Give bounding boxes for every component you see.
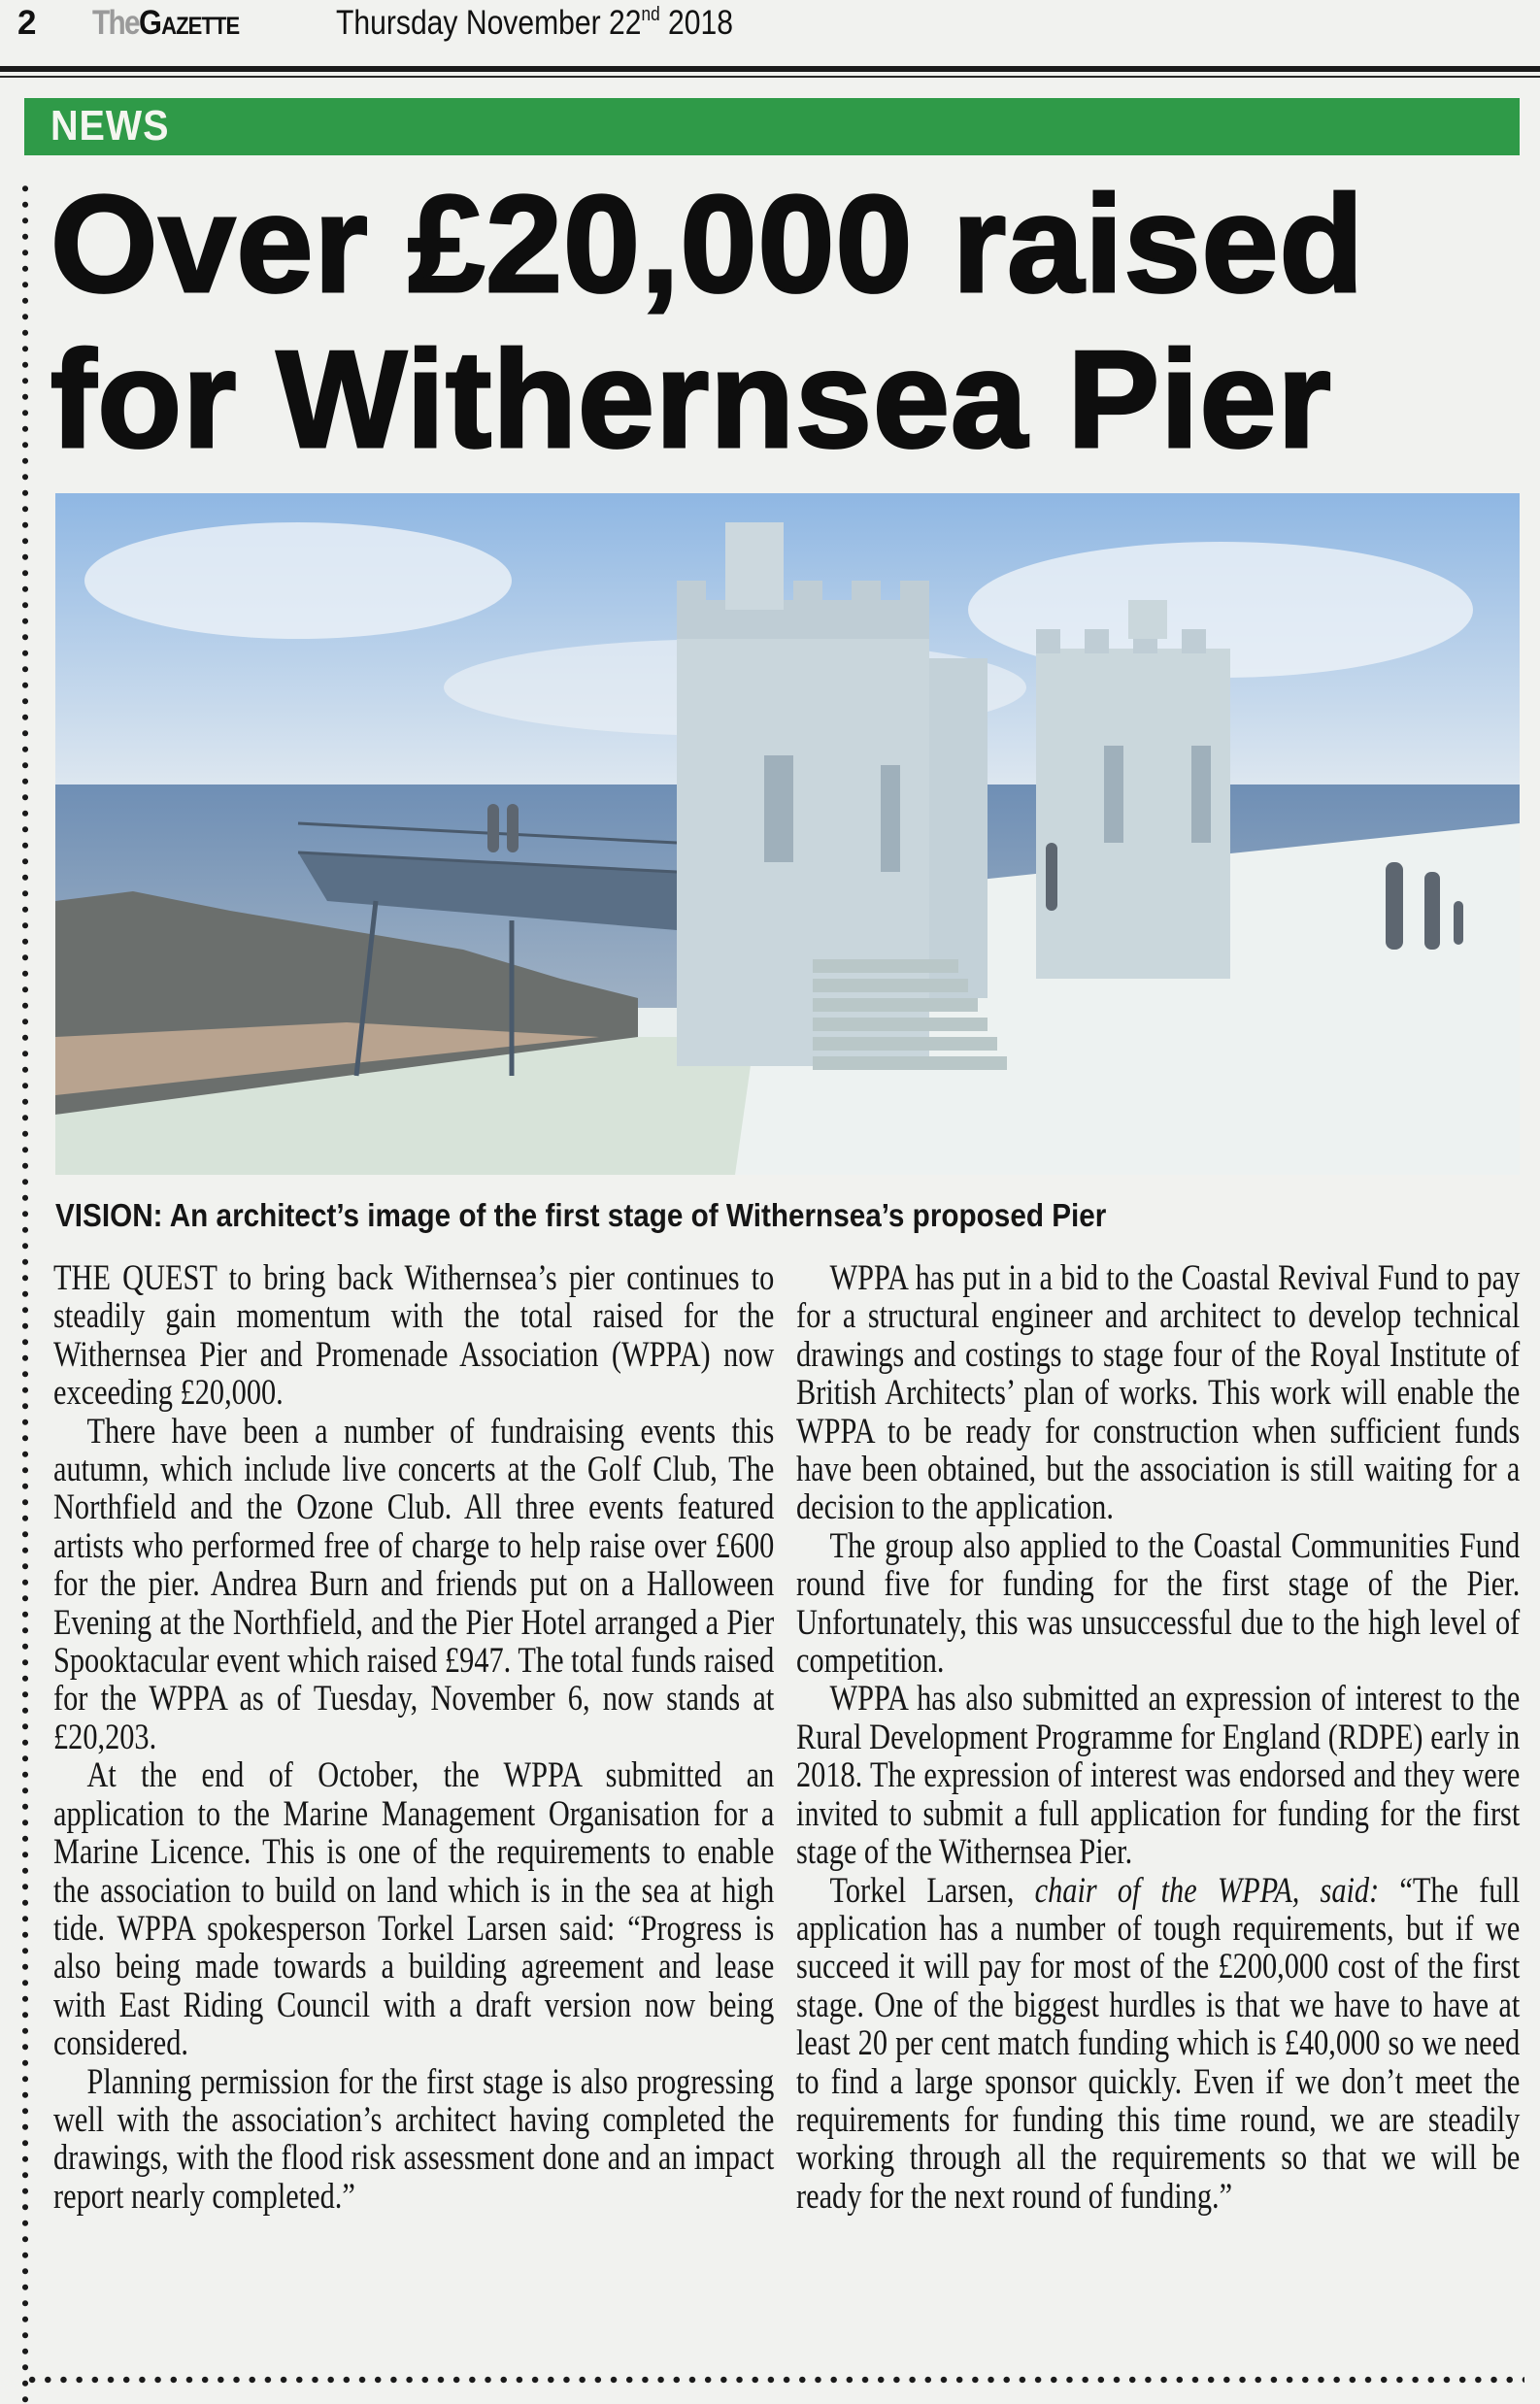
issue-date-text: Thursday November 22 [336, 4, 642, 42]
paragraph-quote [796, 1872, 1520, 2217]
issue-date [336, 4, 733, 43]
headline [50, 167, 1526, 478]
pier-rendering-image [55, 493, 1520, 1175]
logo-the: The [92, 4, 139, 42]
newspaper-logo [92, 4, 253, 43]
paragraph: The group also applied to the Coastal Communities Fund round five for funding for the first stage of the Pier. Unfortunately, this was unsuccessful due to the high level of competition. [796, 1525, 1521, 1682]
logo-gazette: Gazette [139, 4, 240, 42]
page-number: 2 [17, 4, 37, 42]
issue-date-ordinal: nd [641, 4, 660, 25]
headline-line-1: Over £20,000 raised [50, 167, 1365, 321]
quote-speaker-role: chair of the WPPA, said: [1014, 1870, 1380, 1911]
masthead-rule-thick [0, 66, 1540, 72]
issue-date-year: 2018 [659, 4, 733, 42]
paragraph: WPPA has put in a bid to the Coastal Revival Fund to pay for a structural engineer and architect to develop technical drawings and costings to stage four of the Royal Institute of British Architects’ plan of works. This work will enable the WPPA to be ready for construction when sufficient funds have been obtained, but the association is still waiting for a decision to the application. [796, 1258, 1521, 1528]
dotted-rule-left [20, 181, 30, 2404]
photo-caption: VISION: An architect’s image of the first stage of Withernsea’s proposed Pier [55, 1197, 1107, 1233]
paragraph: WPPA has also submitted an expression of interest to the Rural Development Programme for England (RDPE) early in 2018. The expression of interest was endorsed and they were invited to submit a full application for funding for the first stage of the Withernsea Pier. [796, 1679, 1521, 1873]
article-photo [55, 493, 1520, 1175]
masthead-rule-thin [0, 76, 1540, 78]
paragraph: Planning permission for the first stage is also progressing well with the association’s architect having completed the drawings, with the flood risk assessment done and an impact report nearly completed.” [53, 2061, 775, 2217]
paragraph: At the end of October, the WPPA submitted an application to the Marine Management Organisation for a Marine Licence. This is one of the requirements to enable the association to build on land which is in the sea at high tide. WPPA spokesperson Torkel Larsen said: “Progress is also being made towards a building agreement and lease with East Riding Council with a draft version now being considered. [53, 1755, 775, 2064]
dotted-rule-bottom [24, 2375, 1524, 2385]
article-column-right [796, 1259, 1520, 2216]
headline-line-2: for Withernsea Pier [50, 322, 1332, 477]
section-bar [24, 98, 1520, 155]
section-label: NEWS [50, 102, 170, 150]
paragraph: THE QUEST to bring back Withernsea’s pier continues to steadily gain momentum with the total raised for the Withernsea Pier and Promenade Association (WPPA) now exceeding £20,000. [53, 1258, 775, 1414]
article-column-left [53, 1259, 774, 2216]
quote-speaker: Torkel Larsen, [829, 1870, 1015, 1911]
paragraph: There have been a number of fundraising events this autumn, which include live concerts at the Golf Club, The Northfield and the Ozone Club. All three events featured artists who performed free of charge to help raise over £600 for the pier. Andrea Burn and friends put on a Halloween Evening at the Northfield, and the Pier Hotel arranged a Pier Spooktacular event which raised £947. The total funds raised for the WPPA as of Tuesday, November 6, now stands at £20,203. [53, 1411, 775, 1757]
quote-text: “The full application has a number of tough requirements, but if we succeed it will pay for most of the £200,000 cost of the first stage. One of the biggest hurdles is that we have to have at least 20 per cent match funding which is £40,000 so we need to find a large sponsor quickly. Even if we don’t meet the requirements for funding this time round, we are steadily working through all the requirements so that we will be ready for the next round of funding.” [796, 1870, 1521, 2217]
